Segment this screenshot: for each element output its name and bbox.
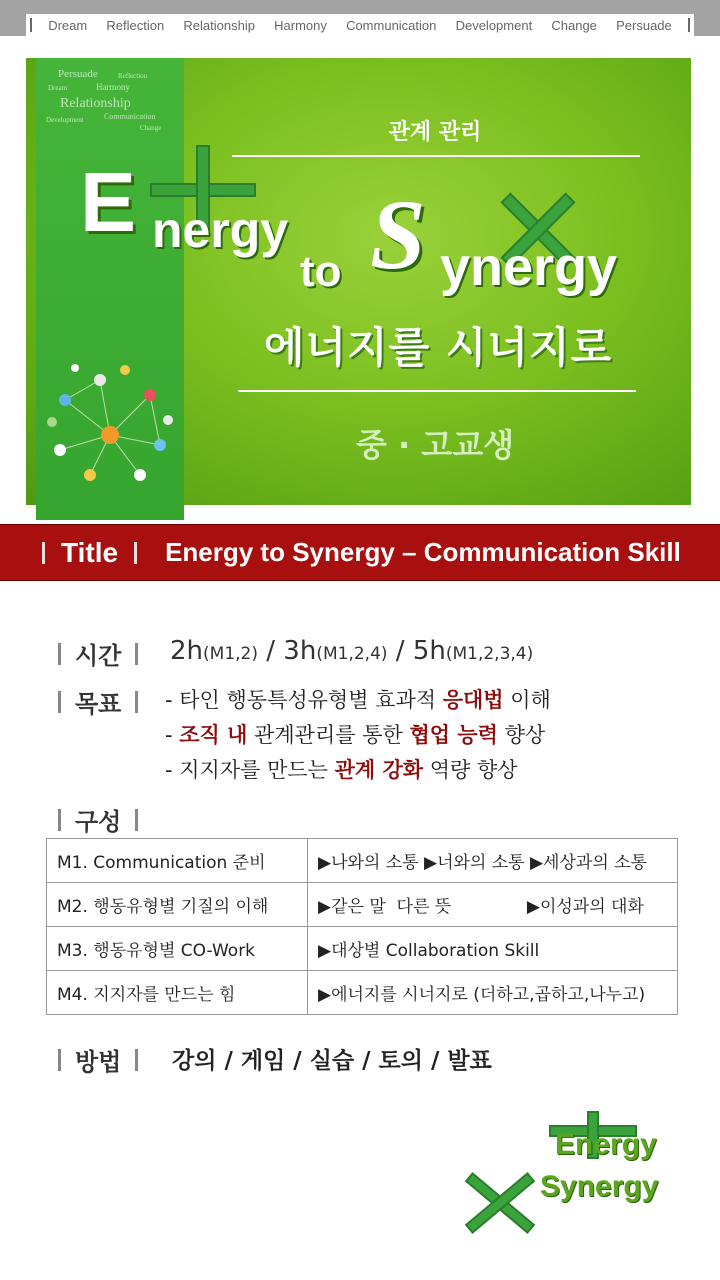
divider bbox=[58, 809, 61, 831]
module-content: ▶에너지를 시너지로 (더하고,곱하고,나누고) bbox=[308, 971, 678, 1015]
section-label-text: 목표 bbox=[75, 690, 122, 718]
word-cloud-term: Persuade bbox=[58, 68, 98, 80]
divider bbox=[58, 691, 61, 713]
divider bbox=[134, 542, 137, 564]
divider bbox=[58, 643, 61, 665]
title-band bbox=[0, 524, 720, 581]
section-label-goal bbox=[58, 684, 152, 719]
title-letter-e: E bbox=[80, 155, 137, 249]
module-table bbox=[46, 838, 678, 1015]
keyword: Communication bbox=[346, 17, 437, 33]
word-cloud bbox=[44, 66, 174, 136]
goal-highlight: 관계 강화 bbox=[334, 758, 424, 782]
goal-text: - bbox=[165, 723, 180, 747]
goal-highlight: 조직 내 bbox=[179, 723, 248, 747]
section-label-time bbox=[58, 636, 152, 671]
divider bbox=[58, 1049, 61, 1071]
title-word-ynergy: ynergy bbox=[440, 237, 618, 297]
hero-title-korean: 에너지를 시너지로 bbox=[263, 323, 613, 372]
hero-audience: 중 · 고교생 bbox=[355, 426, 515, 464]
section-label-structure bbox=[58, 802, 152, 837]
keyword-list bbox=[26, 14, 694, 36]
module-name: M4. 지지자를 만드는 힘 bbox=[47, 971, 308, 1015]
section-label-method bbox=[58, 1042, 152, 1077]
title-word-nergy: nergy bbox=[152, 202, 289, 258]
logo-text-synergy: Synergy bbox=[540, 1170, 659, 1203]
keyword: Relationship bbox=[183, 17, 255, 33]
method-list: 강의 / 게임 / 실습 / 토의 / 발표 bbox=[172, 1048, 492, 1074]
time-modules: (M1,2) bbox=[203, 644, 258, 664]
module-content: ▶나와의 소통 ▶너와의 소통 ▶세상과의 소통 bbox=[308, 839, 678, 883]
time-modules: (M1,2,4) bbox=[316, 644, 388, 664]
divider bbox=[135, 643, 138, 665]
goal-text: 이해 bbox=[503, 688, 551, 712]
people-network-icon bbox=[40, 360, 180, 490]
keyword: Persuade bbox=[616, 17, 672, 33]
word-cloud-term: Dream bbox=[48, 84, 68, 92]
keyword-bar bbox=[0, 0, 720, 36]
module-name: M2. 행동유형별 기질의 이해 bbox=[47, 883, 308, 927]
keyword: Development bbox=[455, 17, 533, 33]
keyword: Harmony bbox=[274, 17, 327, 33]
table-row bbox=[47, 839, 678, 883]
title-label: Title bbox=[61, 536, 119, 568]
goal-line bbox=[165, 684, 551, 714]
logo-text-energy: Energy bbox=[555, 1128, 657, 1161]
keyword: Dream bbox=[48, 17, 88, 33]
course-title: Energy to Synergy – Communication Skill bbox=[165, 537, 681, 567]
divider bbox=[688, 18, 690, 32]
section-label-text: 방법 bbox=[75, 1048, 122, 1076]
time-value: 5h bbox=[412, 636, 446, 666]
module-content: ▶같은 말 다른 뜻 ▶이성과의 대화 bbox=[308, 883, 678, 927]
goal-highlight: 응대법 bbox=[442, 688, 504, 712]
hero-subtitle: 관계 관리 bbox=[388, 120, 482, 145]
word-cloud-term: Harmony bbox=[96, 82, 130, 92]
word-cloud-term: Change bbox=[140, 124, 162, 132]
divider bbox=[135, 1049, 138, 1071]
section-label-text: 시간 bbox=[75, 642, 122, 670]
title-letter-s: S bbox=[370, 179, 426, 290]
divider bbox=[42, 542, 45, 564]
goal-line bbox=[165, 719, 545, 749]
table-row bbox=[47, 927, 678, 971]
time-divider: / bbox=[395, 636, 413, 666]
goal-text: - 타인 행동특성유형별 효과적 bbox=[165, 688, 443, 712]
divider bbox=[238, 390, 636, 392]
table-row bbox=[47, 971, 678, 1015]
section-label-text: 구성 bbox=[75, 808, 122, 836]
table-row bbox=[47, 883, 678, 927]
time-modules: (M1,2,3,4) bbox=[445, 644, 534, 664]
keyword: Change bbox=[551, 17, 597, 33]
word-cloud-term: Relationship bbox=[60, 96, 131, 111]
goal-text: 역량 향상 bbox=[423, 758, 518, 782]
module-content: ▶대상별 Collaboration Skill bbox=[308, 927, 678, 971]
module-name: M1. Communication 준비 bbox=[47, 839, 308, 883]
goal-text: 관계관리를 통한 bbox=[247, 723, 410, 747]
keyword: Reflection bbox=[106, 17, 165, 33]
divider bbox=[135, 809, 138, 831]
divider bbox=[232, 155, 640, 157]
goal-line bbox=[165, 754, 518, 784]
word-cloud-term: Reflection bbox=[118, 72, 148, 80]
divider bbox=[135, 691, 138, 713]
time-value: 2h bbox=[170, 636, 204, 666]
divider bbox=[30, 18, 32, 32]
word-cloud-term: Communication bbox=[104, 112, 156, 121]
time-divider: / bbox=[266, 636, 284, 666]
module-name: M3. 행동유형별 CO-Work bbox=[47, 927, 308, 971]
word-cloud-term: Development bbox=[46, 116, 84, 124]
time-values bbox=[170, 636, 533, 666]
time-value: 3h bbox=[283, 636, 317, 666]
goal-text: - 지지자를 만드는 bbox=[165, 758, 335, 782]
goal-highlight: 협업 능력 bbox=[409, 723, 498, 747]
title-word-to: to bbox=[300, 247, 342, 296]
goal-text: 향상 bbox=[497, 723, 546, 747]
